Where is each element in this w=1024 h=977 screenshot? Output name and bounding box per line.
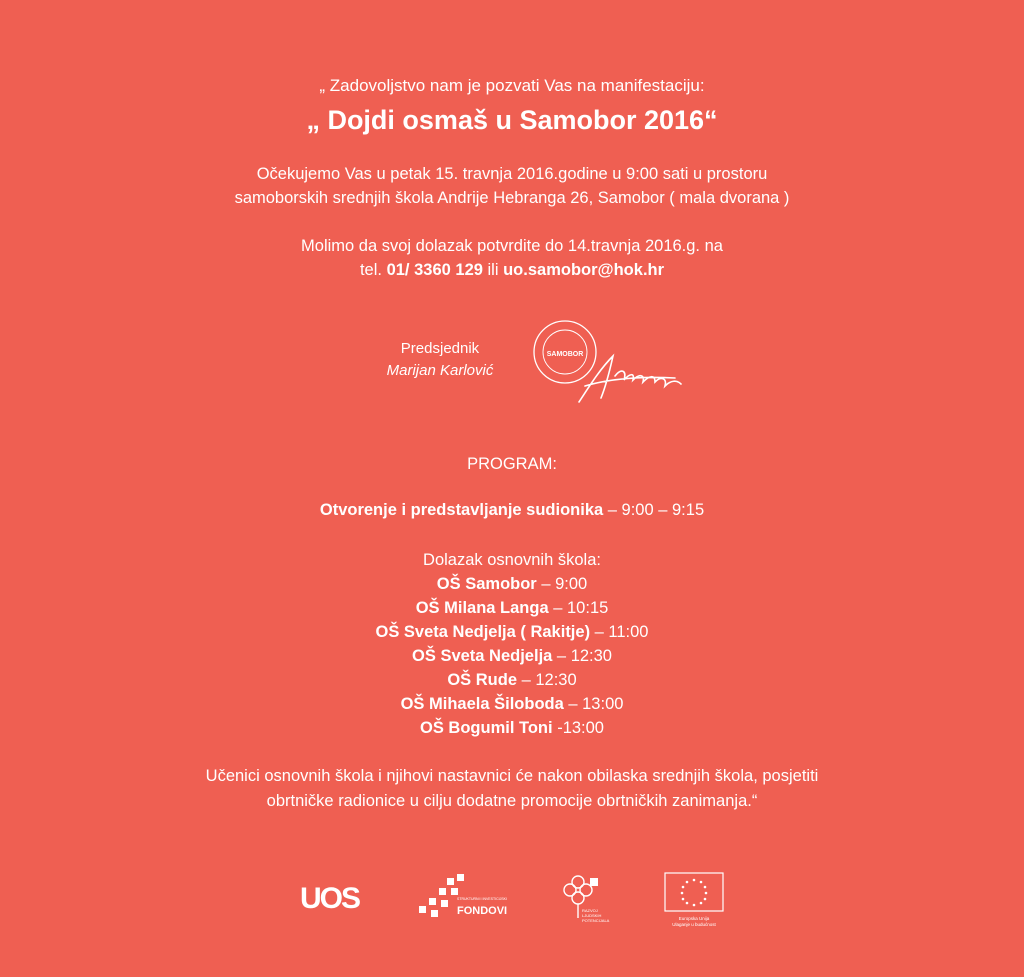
eu-logo	[662, 872, 726, 932]
schools-heading: Dolazak osnovnih škola:	[423, 551, 601, 569]
event-details	[0, 162, 1024, 210]
closing-line2: obrtničke radionice u cilju dodatne promocije obrtničkih zanimanja.“	[266, 792, 758, 810]
svg-text:FONDOVI: FONDOVI	[457, 905, 508, 917]
president-name: Marijan Karlović	[386, 362, 494, 379]
event-details-line1: Očekujemo Vas u petak 15. travnja 2016.godine u 9:00 sati u prostoru	[256, 165, 768, 183]
schools-list	[0, 548, 1024, 740]
uos-logo	[300, 880, 366, 912]
email-address[interactable]: uo.samobor@hok.hr	[503, 261, 665, 279]
svg-text:SAMOBOR: SAMOBOR	[546, 351, 584, 358]
rsvp-text	[0, 234, 1024, 282]
opening-label: Otvorenje i predstavljanje sudionika	[319, 501, 604, 519]
svg-text:POTENCIJALA: POTENCIJALA	[582, 918, 610, 923]
school-item: OŠ Bogumil Toni -13:00	[420, 719, 604, 737]
svg-text:RAZVOJ: RAZVOJ	[582, 908, 598, 913]
school-item: OŠ Sveta Nedjelja ( Rakitje) – 11:00	[375, 623, 649, 641]
svg-text:Ulaganje u budućnost: Ulaganje u budućnost	[672, 922, 716, 927]
program-opening	[0, 501, 1024, 520]
svg-text:UOS: UOS	[300, 882, 360, 912]
school-item: OŠ Sveta Nedjelja – 12:30	[412, 647, 612, 665]
event-details-line2: samoborskih srednjih škola Andrije Hebranga 26, Samobor ( mala dvorana )	[234, 189, 790, 207]
rsvp-prefix: tel.	[359, 261, 387, 279]
rsvp-mid: ili	[482, 261, 504, 279]
stamp-signature	[525, 318, 690, 410]
president-role: Predsjednik	[400, 340, 480, 357]
closing-line1: Učenici osnovnih škola i njihovi nastavnici će nakon obilaska srednjih škola, posjetiti	[205, 767, 819, 785]
rsvp-line1: Molimo da svoj dolazak potvrdite do 14.travnja 2016.g. na	[301, 237, 723, 255]
svg-text:LJUDSKIH: LJUDSKIH	[582, 913, 602, 918]
closing-text	[0, 764, 1024, 814]
ljudski-potencijali-logo	[558, 870, 614, 928]
svg-text:Europska Unija: Europska Unija	[678, 916, 710, 921]
president-block	[360, 338, 520, 382]
fondovi-logo	[417, 872, 515, 922]
opening-time: – 9:00 – 9:15	[603, 501, 705, 519]
school-item: OŠ Mihaela Šiloboda – 13:00	[400, 695, 624, 713]
school-item: OŠ Rude – 12:30	[447, 671, 577, 689]
school-item: OŠ Samobor – 9:00	[436, 575, 588, 593]
phone-number[interactable]: 01/ 3360 129	[386, 261, 483, 279]
event-title: „ Dojdi osmaš u Samobor 2016“	[306, 105, 718, 135]
intro-text: „ Zadovoljstvo nam je pozvati Vas na manifestaciju:	[319, 76, 705, 95]
school-item: OŠ Milana Langa – 10:15	[415, 599, 609, 617]
rsvp-line2	[0, 258, 1024, 282]
program-heading: PROGRAM:	[467, 455, 557, 473]
sponsor-logos	[0, 868, 1024, 938]
svg-text:STRUKTURNI I INVESTICIJSKI: STRUKTURNI I INVESTICIJSKI	[457, 897, 507, 901]
